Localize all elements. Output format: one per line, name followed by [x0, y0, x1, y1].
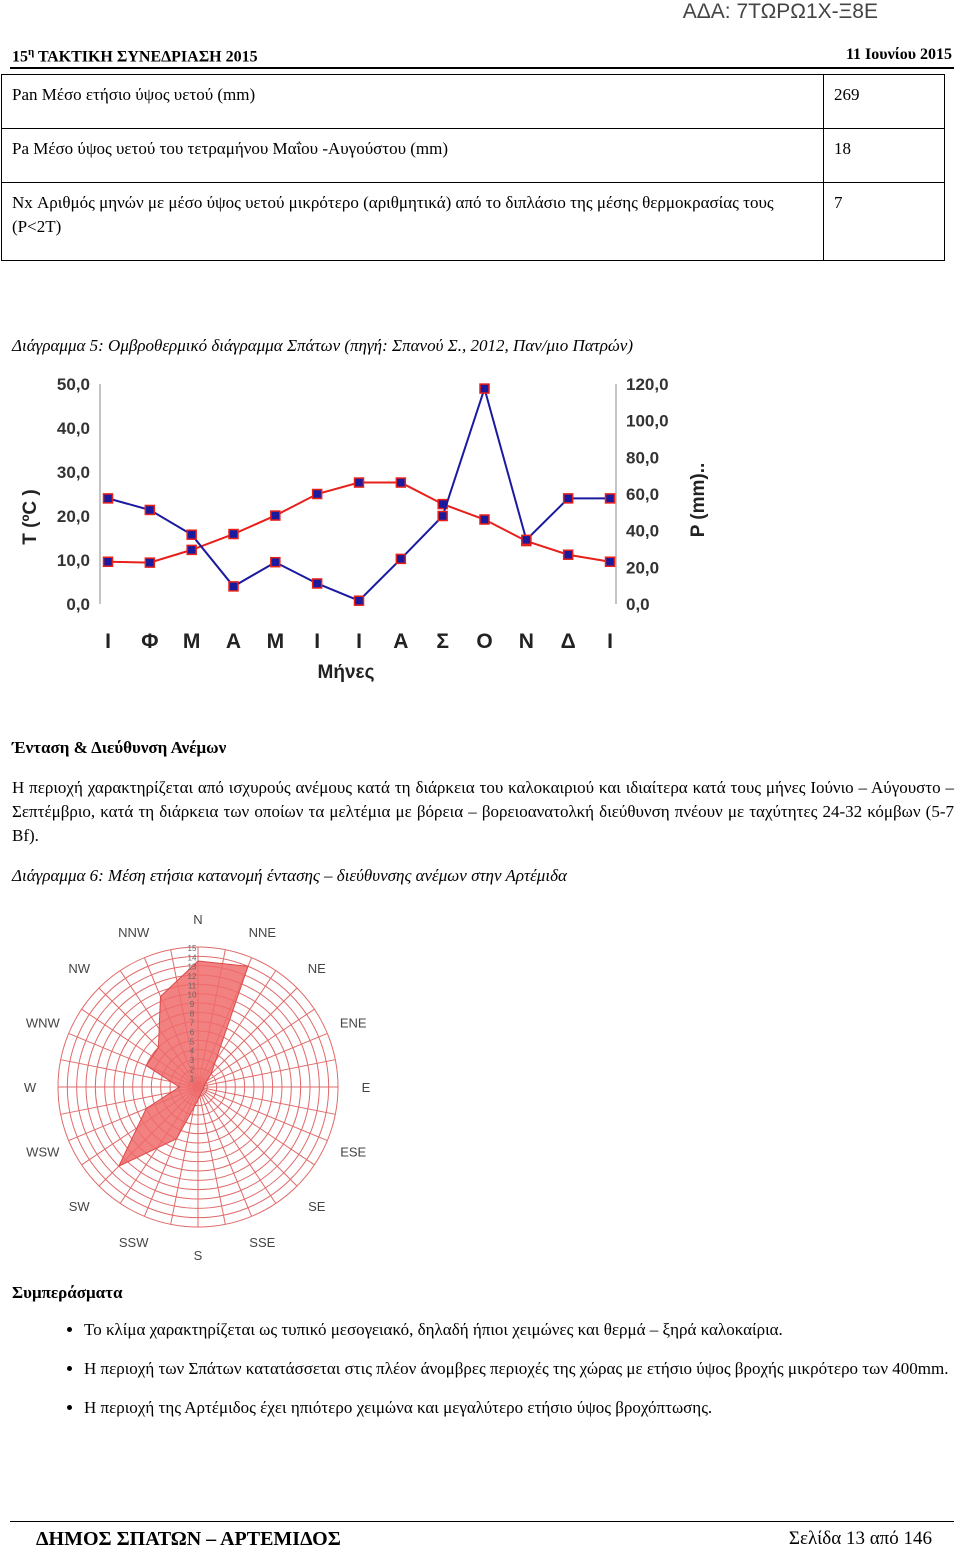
x-tick-label: Ι: [314, 630, 321, 653]
radial-tick-label: 9: [189, 1000, 195, 1009]
y-tick-label-right: 40,0: [626, 521, 660, 541]
table-cell-value: 18: [824, 129, 945, 183]
y-tick-label-right: 20,0: [626, 558, 660, 578]
series-line-1: [108, 483, 610, 563]
header-divider: [10, 67, 954, 69]
table-row: [2, 75, 945, 129]
radial-tick-label: 7: [189, 1018, 195, 1028]
data-point: [480, 384, 489, 393]
direction-label: W: [23, 1080, 37, 1095]
y-tick-label-right: 0,0: [626, 595, 650, 614]
x-tick-label: Ι: [105, 630, 111, 653]
table-cell-value: 7: [824, 183, 945, 261]
radial-tick-label: 3: [189, 1056, 195, 1065]
table-row: [2, 183, 945, 261]
radial-tick-label: 15: [187, 944, 197, 953]
y-tick-label-left: 50,0: [56, 375, 90, 394]
radial-tick-label: 1: [189, 1074, 195, 1084]
y-tick-label-right: 120,0: [626, 375, 669, 394]
ombrothermic-chart: [10, 370, 710, 690]
x-tick-label: Μ: [266, 630, 285, 653]
diagram6-caption: Διάγραμμα 6: Μέση ετήσια κατανομή έντασης – διεύθυνσης ανέμων στην Αρτέμιδα: [12, 866, 567, 885]
direction-label: NW: [68, 961, 91, 977]
data-point: [438, 512, 447, 521]
direction-label: S: [193, 1248, 203, 1263]
data-point: [313, 490, 322, 499]
direction-label: WSW: [26, 1144, 60, 1160]
radial-tick-label: 12: [187, 972, 197, 981]
footer-municipality: ΔΗΜΟΣ ΣΠΑΤΩΝ – ΑΡΤΕΜΙΔΟΣ: [36, 1528, 341, 1550]
direction-label: SW: [68, 1198, 90, 1214]
data-point: [564, 494, 573, 503]
x-tick-label: Φ: [141, 630, 159, 653]
grid-spoke: [198, 1087, 297, 1186]
x-tick-label: Δ: [560, 630, 576, 653]
session-date: 11 Ιουνίου 2015: [845, 46, 952, 63]
data-point: [355, 478, 364, 487]
footer-page-number: Σελίδα 13 από 146: [788, 1528, 932, 1549]
direction-label: ENE: [339, 1015, 367, 1031]
radial-tick-label: 6: [189, 1028, 195, 1037]
radial-tick-label: 14: [187, 953, 197, 963]
y-tick-label-right: 60,0: [626, 485, 660, 504]
data-point: [104, 557, 113, 566]
table-cell-value: 269: [824, 75, 945, 129]
y-axis-label-right: P (mm)..: [688, 462, 709, 538]
direction-label: E: [361, 1080, 371, 1095]
table-row: [2, 129, 945, 183]
table-cell-label: Pan Μέσο ετήσιο ύψος υετού (mm): [2, 75, 824, 129]
x-tick-label: Ο: [476, 630, 493, 653]
table-cell-label: Pa Μέσο ύψος υετού του τετραμήνου Μαΐου -Αυγούστου (mm): [2, 129, 824, 183]
data-point: [104, 494, 113, 503]
list-item: • Το κλίμα χαρακτηρίζεται ως τυπικό μεσογειακό, δηλαδή ήπιοι χειμώνες και θερμά – ξηρά καλοκαίρια.: [84, 1318, 960, 1342]
session-superscript: η: [28, 46, 35, 58]
ada-code: ΑΔΑ: 7ΤΩΡΩ1Χ-Ξ8Ε: [682, 0, 878, 23]
y-tick-label-right: 100,0: [626, 411, 669, 431]
y-tick-label-left: 20,0: [56, 507, 90, 526]
data-point: [145, 558, 154, 567]
wind-rose-chart: [0, 905, 420, 1270]
data-point: [564, 550, 573, 559]
data-point: [480, 515, 489, 524]
y-axis-label-left: T (ºC ): [20, 489, 41, 545]
data-point: [187, 545, 196, 554]
footer-divider: [10, 1521, 954, 1522]
direction-label: WNW: [25, 1015, 60, 1031]
data-point: [396, 478, 405, 487]
y-tick-label-left: 40,0: [56, 419, 90, 438]
data-point: [271, 558, 280, 567]
data-point: [355, 596, 364, 605]
radial-tick-label: 11: [187, 981, 197, 991]
radial-tick-label: 8: [189, 1009, 195, 1019]
radial-tick-label: 2: [189, 1065, 195, 1075]
list-item: • Η περιοχή της Αρτέμιδος έχει ηπιότερο χειμώνα και μεγαλύτερο ετήσιο ύψος βροχόπτωσης.: [84, 1396, 960, 1420]
radial-tick-label: 4: [189, 1046, 195, 1056]
x-axis-label: Μήνες: [317, 662, 375, 683]
y-tick-label-right: 80,0: [626, 448, 660, 468]
radial-tick-label: 5: [189, 1037, 195, 1047]
direction-label: N: [193, 912, 203, 927]
data-point: [522, 535, 531, 544]
data-point: [187, 530, 196, 539]
series-line-2: [108, 389, 610, 601]
data-point: [606, 557, 615, 566]
x-tick-label: Ι: [607, 630, 613, 653]
data-point: [229, 582, 238, 591]
data-point: [396, 554, 405, 563]
direction-label: SSW: [118, 1235, 149, 1251]
direction-label: NNE: [248, 924, 277, 940]
x-tick-label: Α: [393, 630, 409, 653]
data-point: [145, 505, 154, 514]
radial-tick-label: 10: [187, 990, 197, 1000]
radial-tick-label: 13: [187, 962, 197, 972]
data-point: [313, 579, 322, 588]
direction-label: NE: [307, 961, 326, 977]
direction-label: ESE: [340, 1144, 367, 1160]
data-point: [271, 511, 280, 520]
session-text: ΤΑΚΤΙΚΗ ΣΥΝΕΔΡΙΑΣΗ 2015: [37, 48, 258, 66]
table-cell-label: Nx Αριθμός μηνών με μέσο ύψος υετού μικρότερο (αριθμητικά) από το διπλάσιο της μέσης θερμοκρασίας τους (P<2T): [2, 183, 824, 261]
conclusions-heading: Συμπεράσματα: [12, 1283, 123, 1302]
direction-label: SSE: [249, 1235, 276, 1251]
session-number: 15: [12, 48, 28, 66]
winds-heading: Ένταση & Διεύθυνση Ανέμων: [12, 738, 227, 757]
y-tick-label-left: 0,0: [66, 595, 90, 614]
y-tick-label-left: 30,0: [56, 463, 90, 482]
diagram5-caption: Διάγραμμα 5: Ομβροθερμικό διάγραμμα Σπάτων (πηγή: Σπανού Σ., 2012, Παν/μιο Πατρών): [12, 336, 633, 355]
data-point: [606, 494, 615, 503]
conclusions-list: [48, 1318, 960, 1435]
winds-paragraph: Η περιοχή χαρακτηρίζεται από ισχυρούς ανέμους κατά τη διάρκεια του καλοκαιριού και ιδιαίτερα κατά τους μήνες Ιούνιο – Αύγουστο – Σεπτέμβριο, κατά τη διάρκεια των οποίων τα μελτέμια με βόρεια – βορειοανατολκή διεύθυνση πνέουν με ταχύτητες 24-32 κόμβων (5-7 Bf).: [12, 778, 954, 845]
x-tick-label: Ι: [356, 630, 362, 653]
climate-parameters-table: [1, 74, 945, 261]
x-tick-label: Μ: [182, 630, 201, 653]
list-item: • Η περιοχή των Σπάτων κατατάσσεται στις πλέον άνομβρες περιοχές της χώρας με ετήσιο ύψος βροχής μικρότερο των 400mm.: [84, 1357, 960, 1381]
y-tick-label-left: 10,0: [56, 551, 90, 570]
direction-label: SE: [308, 1198, 326, 1214]
x-tick-label: Σ: [436, 630, 449, 653]
direction-label: NNW: [118, 924, 150, 940]
x-tick-label: Ν: [518, 630, 534, 653]
session-title: [12, 46, 258, 66]
x-tick-label: Α: [225, 630, 242, 653]
data-point: [229, 530, 238, 539]
